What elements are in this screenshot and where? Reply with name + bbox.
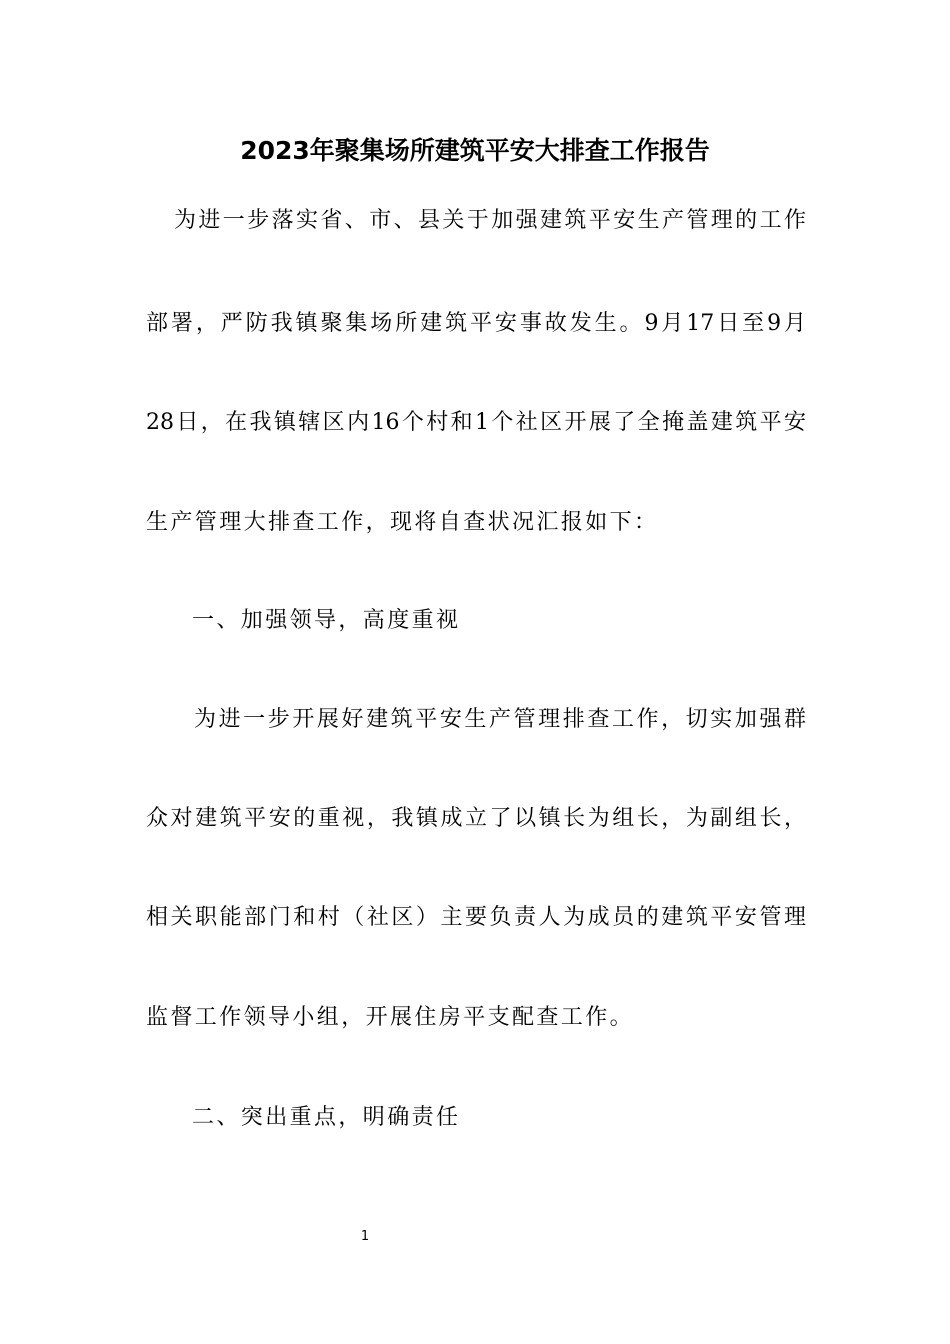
paragraph-line: 众对建筑平安的重视，我镇成立了以镇长为组长，为副组长， [146, 806, 806, 831]
document-title: 2023年聚集场所建筑平安大排查工作报告 [240, 136, 710, 165]
section-heading: 一、加强领导，高度重视 [192, 608, 461, 633]
page-number: 1 [360, 1229, 370, 1244]
paragraph-line: 相关职能部门和村（社区）主要负责人为成员的建筑平安管理 [146, 905, 806, 930]
section-heading: 二、突出重点，明确责任 [192, 1105, 461, 1130]
paragraph-line: 生产管理大排查工作，现将自查状况汇报如下： [146, 510, 659, 535]
paragraph-line: 监督工作领导小组，开展住房平支配查工作。 [146, 1005, 635, 1030]
paragraph-line: 28日，在我镇辖区内16个村和1个社区开展了全掩盖建筑平安 [146, 410, 806, 435]
paragraph-line: 为进一步落实省、市、县关于加强建筑平安生产管理的工作 [174, 208, 806, 233]
paragraph-line: 部署，严防我镇聚集场所建筑平安事故发生。9月17日至9月 [146, 311, 806, 336]
paragraph-line: 为进一步开展好建筑平安生产管理排查工作，切实加强群 [194, 707, 806, 732]
